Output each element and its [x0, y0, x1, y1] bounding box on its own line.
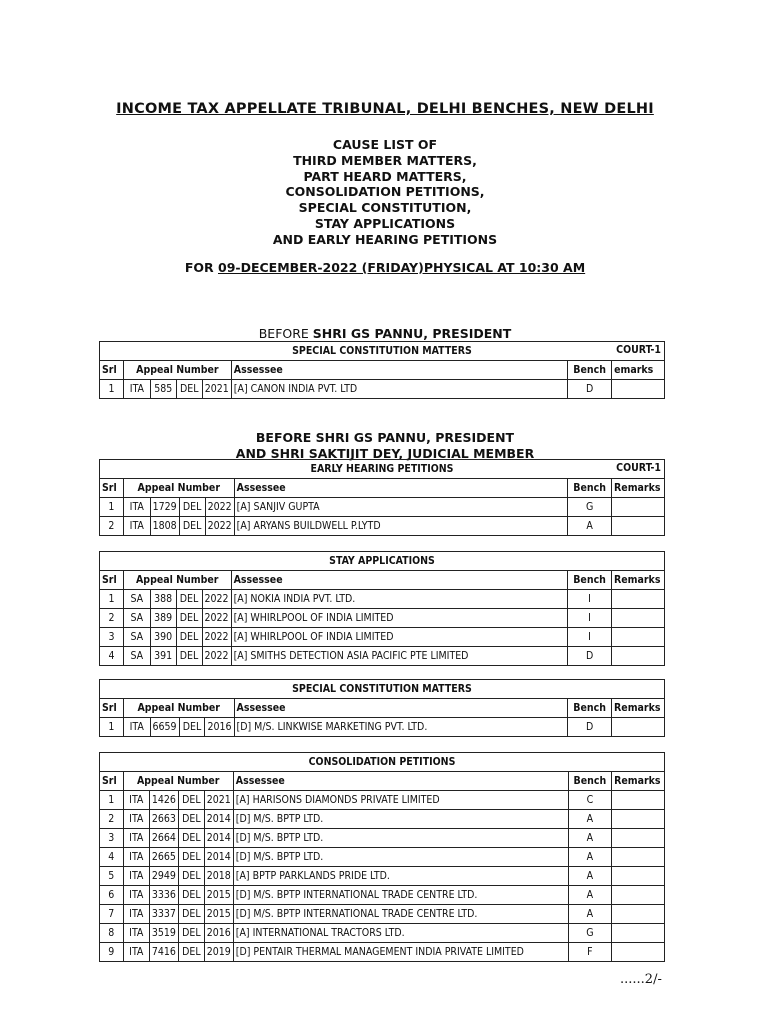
row-case-type: ITA	[123, 867, 149, 886]
subtitle-line: SPECIAL CONSTITUTION,	[298, 200, 472, 216]
row-year: 2022	[202, 609, 231, 628]
header-bench: Bench	[568, 479, 612, 498]
row-case-type: ITA	[123, 829, 149, 848]
row-year: 2016	[204, 924, 233, 943]
row-bench: I	[568, 609, 612, 628]
row-remarks	[612, 943, 665, 962]
header-remarks: Remarks	[612, 699, 665, 718]
row-bench: A	[568, 848, 611, 867]
row-case-number: 3337	[149, 905, 178, 924]
row-srl: 3	[100, 628, 124, 647]
row-srl: 6	[100, 886, 124, 905]
row-city: DEL	[178, 867, 204, 886]
header-srl: Srl	[100, 699, 124, 718]
row-case-type: ITA	[123, 498, 150, 517]
row-case-number: 2949	[149, 867, 178, 886]
row-bench: A	[568, 810, 611, 829]
document-title: INCOME TAX APPELLATE TRIBUNAL, DELHI BENCHES, NEW DELHI	[116, 101, 654, 117]
row-bench: I	[568, 628, 612, 647]
row-remarks	[612, 905, 665, 924]
row-case-number: 389	[150, 609, 176, 628]
row-year: 2015	[204, 886, 233, 905]
table-header-row	[100, 772, 665, 791]
hearing-date-time: 09-DECEMBER-2022 (FRIDAY)PHYSICAL AT 10:30 AM	[218, 260, 586, 275]
table-row	[100, 609, 665, 628]
header-appeal-number: Appeal Number	[123, 361, 231, 380]
row-assessee: [A] SMITHS DETECTION ASIA PACIFIC PTE LIMITED	[231, 647, 568, 666]
row-remarks	[612, 810, 665, 829]
row-assessee: [A] NOKIA INDIA PVT. LTD.	[231, 590, 568, 609]
row-case-number: 1426	[149, 791, 178, 810]
court-label: COURT-1	[616, 344, 661, 356]
row-bench: A	[568, 886, 611, 905]
row-case-type: ITA	[123, 924, 149, 943]
row-case-type: ITA	[123, 791, 149, 810]
row-case-number: 2663	[149, 810, 178, 829]
row-assessee: [D] M/S. BPTP LTD.	[233, 848, 568, 867]
row-assessee: [A] BPTP PARKLANDS PRIDE LTD.	[233, 867, 568, 886]
row-case-type: ITA	[123, 886, 149, 905]
row-assessee: [D] M/S. BPTP INTERNATIONAL TRADE CENTRE LTD.	[233, 905, 568, 924]
row-case-number: 390	[150, 628, 176, 647]
row-remarks	[612, 848, 665, 867]
row-assessee: [D] M/S. LINKWISE MARKETING PVT. LTD.	[234, 718, 568, 737]
table-row	[100, 905, 665, 924]
row-case-number: 2665	[149, 848, 178, 867]
row-bench: A	[568, 517, 612, 536]
row-case-number: 3519	[149, 924, 178, 943]
table-row	[100, 829, 665, 848]
row-city: DEL	[179, 517, 205, 536]
row-remarks	[612, 647, 665, 666]
header-assessee: Assessee	[234, 699, 568, 718]
row-city: DEL	[176, 380, 202, 399]
row-case-number: 391	[150, 647, 176, 666]
subtitle-line: AND EARLY HEARING PETITIONS	[272, 231, 498, 247]
row-case-type: SA	[123, 590, 150, 609]
row-bench: G	[568, 498, 612, 517]
row-remarks	[612, 829, 665, 848]
row-assessee: [A] INTERNATIONAL TRACTORS LTD.	[233, 924, 568, 943]
table-caption-cell	[100, 460, 665, 479]
cause-list-table	[99, 551, 665, 666]
row-city: DEL	[176, 590, 202, 609]
row-case-number: 6659	[150, 718, 179, 737]
header-bench: Bench	[568, 361, 612, 380]
row-bench: A	[568, 867, 611, 886]
row-case-type: ITA	[123, 517, 150, 536]
row-city: DEL	[176, 609, 202, 628]
row-assessee: [D] PENTAIR THERMAL MANAGEMENT INDIA PRIVATE LIMITED	[233, 943, 568, 962]
row-city: DEL	[178, 791, 204, 810]
header-remarks: Remarks	[612, 772, 665, 791]
table-row	[100, 924, 665, 943]
row-case-number: 1729	[150, 498, 179, 517]
table-caption: CONSOLIDATION PETITIONS	[308, 756, 456, 768]
table-header-row	[100, 699, 665, 718]
subtitle-line: THIRD MEMBER MATTERS,	[293, 152, 477, 168]
row-bench: D	[568, 647, 612, 666]
row-year: 2019	[204, 943, 233, 962]
table-caption: SPECIAL CONSTITUTION MATTERS	[292, 345, 472, 357]
subtitle-line: CONSOLIDATION PETITIONS,	[285, 184, 485, 200]
row-remarks	[612, 609, 665, 628]
row-srl: 8	[100, 924, 124, 943]
row-year: 2014	[204, 810, 233, 829]
row-case-type: SA	[123, 628, 150, 647]
subtitle-line: PART HEARD MATTERS,	[303, 168, 467, 184]
page-continuation: ......2/-	[620, 972, 662, 987]
row-remarks	[612, 517, 665, 536]
cause-list-table	[99, 752, 665, 962]
row-srl: 7	[100, 905, 124, 924]
header-bench: Bench	[568, 772, 611, 791]
header-srl: Srl	[100, 479, 124, 498]
row-case-number: 1808	[150, 517, 179, 536]
table-row	[100, 867, 665, 886]
row-srl: 1	[100, 791, 124, 810]
row-srl: 1	[100, 590, 124, 609]
header-remarks: Remarks	[612, 571, 665, 590]
table-row	[100, 517, 665, 536]
row-year: 2022	[205, 498, 234, 517]
row-case-type: ITA	[123, 718, 150, 737]
header-appeal-number: Appeal Number	[123, 571, 231, 590]
hearing-date-line	[0, 260, 770, 275]
row-remarks	[612, 867, 665, 886]
bench-line-2: AND SHRI SAKTIJIT DEY, JUDICIAL MEMBER	[235, 445, 535, 461]
row-city: DEL	[178, 848, 204, 867]
header-srl: Srl	[100, 571, 124, 590]
table-row	[100, 886, 665, 905]
row-bench: F	[568, 943, 611, 962]
row-assessee: [A] WHIRLPOOL OF INDIA LIMITED	[231, 628, 568, 647]
row-year: 2022	[205, 517, 234, 536]
row-assessee: [D] M/S. BPTP LTD.	[233, 810, 568, 829]
row-remarks	[612, 380, 665, 399]
table-row	[100, 380, 665, 399]
for-prefix: FOR	[184, 260, 218, 275]
row-bench: A	[568, 905, 611, 924]
row-city: DEL	[178, 810, 204, 829]
before-prefix: BEFORE	[258, 326, 313, 341]
row-srl: 2	[100, 517, 124, 536]
row-city: DEL	[178, 905, 204, 924]
row-case-number: 585	[150, 380, 176, 399]
row-assessee: [A] ARYANS BUILDWELL P.LYTD	[234, 517, 568, 536]
row-year: 2021	[204, 791, 233, 810]
table-row	[100, 590, 665, 609]
cause-list-table	[99, 679, 665, 737]
row-city: DEL	[178, 924, 204, 943]
row-remarks	[612, 886, 665, 905]
row-year: 2015	[204, 905, 233, 924]
header-remarks: Remarks	[612, 479, 665, 498]
row-city: DEL	[179, 718, 205, 737]
row-year: 2016	[205, 718, 234, 737]
row-year: 2022	[202, 628, 231, 647]
header-assessee: Assessee	[231, 361, 567, 380]
row-assessee: [A] CANON INDIA PVT. LTD	[231, 380, 567, 399]
row-city: DEL	[178, 829, 204, 848]
header-appeal-number: Appeal Number	[123, 479, 234, 498]
row-bench: A	[568, 829, 611, 848]
bench-heading-2	[0, 430, 770, 461]
table-caption: EARLY HEARING PETITIONS	[310, 463, 454, 475]
row-case-type: ITA	[123, 848, 149, 867]
subtitle-line: CAUSE LIST OF	[332, 137, 438, 152]
subtitle-block	[0, 137, 770, 248]
header-appeal-number: Appeal Number	[123, 772, 233, 791]
table-caption: SPECIAL CONSTITUTION MATTERS	[292, 683, 472, 695]
row-srl: 1	[100, 380, 124, 399]
row-srl: 4	[100, 848, 124, 867]
row-srl: 1	[100, 498, 124, 517]
row-city: DEL	[178, 943, 204, 962]
row-case-type: SA	[123, 609, 150, 628]
table-header-row	[100, 571, 665, 590]
row-remarks	[612, 924, 665, 943]
row-assessee: [D] M/S. BPTP INTERNATIONAL TRADE CENTRE LTD.	[233, 886, 568, 905]
row-year: 2014	[204, 848, 233, 867]
row-bench: D	[568, 718, 612, 737]
row-case-type: ITA	[123, 810, 149, 829]
header-assessee: Assessee	[233, 772, 568, 791]
row-city: DEL	[176, 628, 202, 647]
header-bench: Bench	[568, 571, 612, 590]
row-year: 2021	[202, 380, 231, 399]
table-row	[100, 810, 665, 829]
table-row	[100, 791, 665, 810]
row-srl: 1	[100, 718, 124, 737]
row-assessee: [A] HARISONS DIAMONDS PRIVATE LIMITED	[233, 791, 568, 810]
table-header-row	[100, 361, 665, 380]
row-remarks	[612, 498, 665, 517]
row-bench: C	[568, 791, 611, 810]
row-srl: 3	[100, 829, 124, 848]
cause-list-table	[99, 459, 665, 536]
row-case-type: ITA	[123, 943, 149, 962]
row-case-number: 7416	[149, 943, 178, 962]
table-caption-cell	[100, 342, 665, 361]
table-row	[100, 498, 665, 517]
row-assessee: [D] M/S. BPTP LTD.	[233, 829, 568, 848]
table-caption-cell	[100, 753, 665, 772]
row-year: 2022	[202, 590, 231, 609]
row-case-number: 3336	[149, 886, 178, 905]
table-caption-cell	[100, 552, 665, 571]
court-label: COURT-1	[616, 462, 661, 474]
table-header-row	[100, 479, 665, 498]
cause-list-table	[99, 341, 665, 399]
row-year: 2014	[204, 829, 233, 848]
row-assessee: [A] SANJIV GUPTA	[234, 498, 568, 517]
row-case-type: ITA	[123, 905, 149, 924]
bench-member-name: SHRI GS PANNU, PRESIDENT	[312, 326, 512, 341]
row-case-type: SA	[123, 647, 150, 666]
header-appeal-number: Appeal Number	[123, 699, 234, 718]
table-row	[100, 628, 665, 647]
row-srl: 2	[100, 609, 124, 628]
table-caption: STAY APPLICATIONS	[329, 555, 435, 567]
header-assessee: Assessee	[231, 571, 568, 590]
row-srl: 2	[100, 810, 124, 829]
row-remarks	[612, 590, 665, 609]
header-srl: Srl	[100, 361, 124, 380]
header-assessee: Assessee	[234, 479, 568, 498]
row-bench: G	[568, 924, 611, 943]
row-case-number: 388	[150, 590, 176, 609]
row-srl: 9	[100, 943, 124, 962]
row-city: DEL	[178, 886, 204, 905]
row-year: 2018	[204, 867, 233, 886]
table-row	[100, 718, 665, 737]
table-row	[100, 647, 665, 666]
header-remarks: emarks	[612, 361, 665, 380]
bench-heading-1	[0, 326, 770, 341]
table-row	[100, 848, 665, 867]
bench-line-1: BEFORE SHRI GS PANNU, PRESIDENT	[255, 430, 515, 445]
row-case-type: ITA	[123, 380, 150, 399]
row-srl: 5	[100, 867, 124, 886]
table-caption-cell	[100, 680, 665, 699]
row-year: 2022	[202, 647, 231, 666]
table-row	[100, 943, 665, 962]
row-city: DEL	[179, 498, 205, 517]
header-bench: Bench	[568, 699, 612, 718]
row-assessee: [A] WHIRLPOOL OF INDIA LIMITED	[231, 609, 568, 628]
row-srl: 4	[100, 647, 124, 666]
header-srl: Srl	[100, 772, 124, 791]
row-remarks	[612, 718, 665, 737]
row-bench: I	[568, 590, 612, 609]
row-remarks	[612, 628, 665, 647]
subtitle-line: STAY APPLICATIONS	[314, 215, 456, 231]
row-case-number: 2664	[149, 829, 178, 848]
row-remarks	[612, 791, 665, 810]
row-city: DEL	[176, 647, 202, 666]
row-bench: D	[568, 380, 612, 399]
